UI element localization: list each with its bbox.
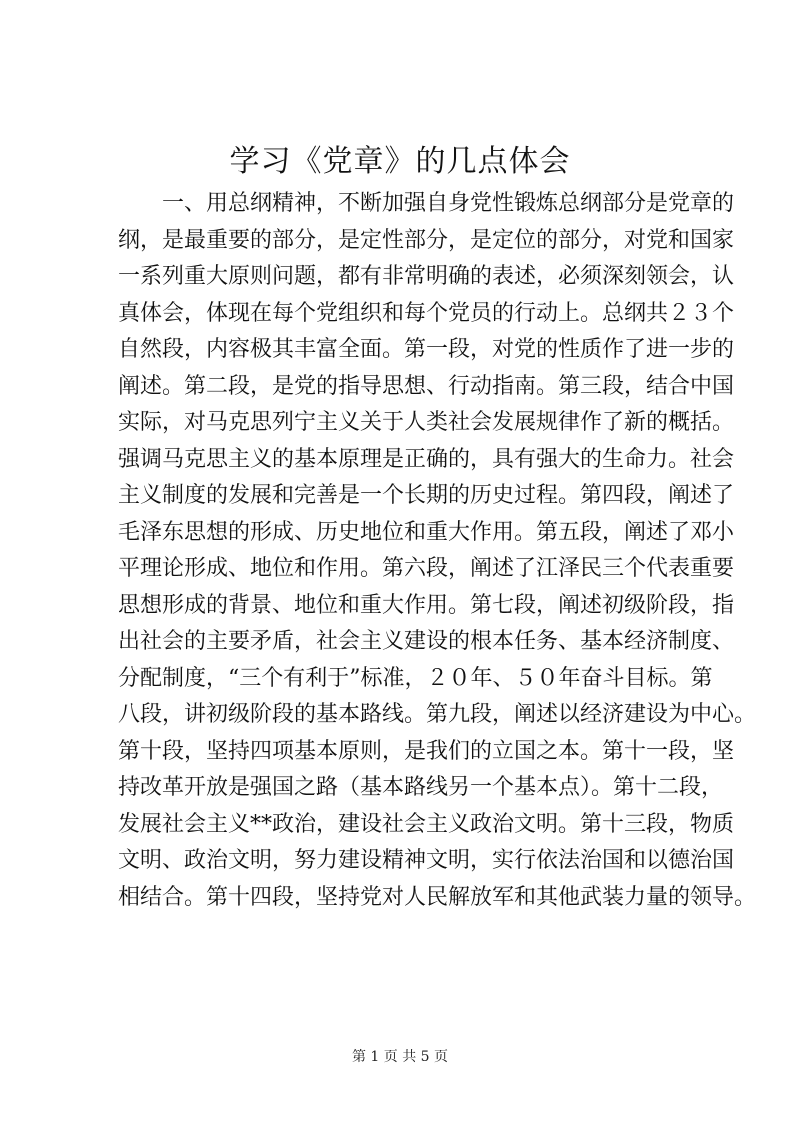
paragraph-line: 思想形成的背景、地位和重大作用。第七段，阐述初级阶段，指 (118, 592, 735, 618)
paragraph-line: 强调马克思主义的基本原理是正确的，具有强大的生命力。社会 (118, 446, 735, 472)
document-body (118, 186, 757, 916)
page-number-footer: 第 1 页 共 5 页 (351, 1049, 449, 1065)
paragraph-line: 出社会的主要矛盾，社会主义建设的根本任务、基本经济制度、 (118, 629, 735, 654)
paragraph-line: 相结合。第十四段，坚持党对人民解放军和其他武装力量的领导。 (118, 884, 757, 910)
paragraph-line: 毛泽东思想的形成、历史地位和重大作用。第五段，阐述了邓小 (118, 519, 735, 545)
paragraph-line: 分配制度，“三个有利于”标准，２０年、５０年奋斗目标。第 (118, 665, 713, 691)
paragraph-line: 第十段，坚持四项基本原则，是我们的立国之本。第十一段，坚 (118, 738, 735, 764)
paragraph-line: 一、用总纲精神，不断加强自身党性锻炼总纲部分是党章的 (162, 191, 735, 216)
paragraph-line: 一系列重大原则问题，都有非常明确的表述，必须深刻领会，认 (118, 264, 735, 289)
paragraph-line: 发展社会主义**政治，建设社会主义政治文明。第十三段，物质 (118, 811, 735, 837)
paragraph-line: 纲，是最重要的部分，是定性部分，是定位的部分，对党和国家 (118, 227, 735, 253)
paragraph-line: 自然段，内容极其丰富全面。第一段，对党的性质作了进一步的 (118, 337, 735, 362)
paragraph-line: 文明、政治文明，努力建设精神文明，实行依法治国和以德治国 (118, 848, 735, 873)
paragraph-line: 主义制度的发展和完善是一个长期的历史过程。第四段，阐述了 (118, 483, 735, 508)
paragraph-line: 八段，讲初级阶段的基本路线。第九段，阐述以经济建设为中心。 (118, 702, 757, 727)
paragraph-line: 实际，对马克思列宁主义关于人类社会发展规律作了新的概括。 (118, 410, 735, 435)
paragraph-line: 持改革开放是强国之路（基本路线另一个基本点）。第十二段， (118, 775, 724, 800)
paragraph-line: 平理论形成、地位和作用。第六段，阐述了江泽民三个代表重要 (118, 556, 735, 581)
paragraph-line: 阐述。第二段，是党的指导思想、行动指南。第三段，结合中国 (118, 373, 735, 399)
paragraph-line: 真体会，体现在每个党组织和每个党员的行动上。总纲共２３个 (118, 300, 735, 326)
document-title: 学习《党章》的几点体会 (229, 144, 571, 179)
